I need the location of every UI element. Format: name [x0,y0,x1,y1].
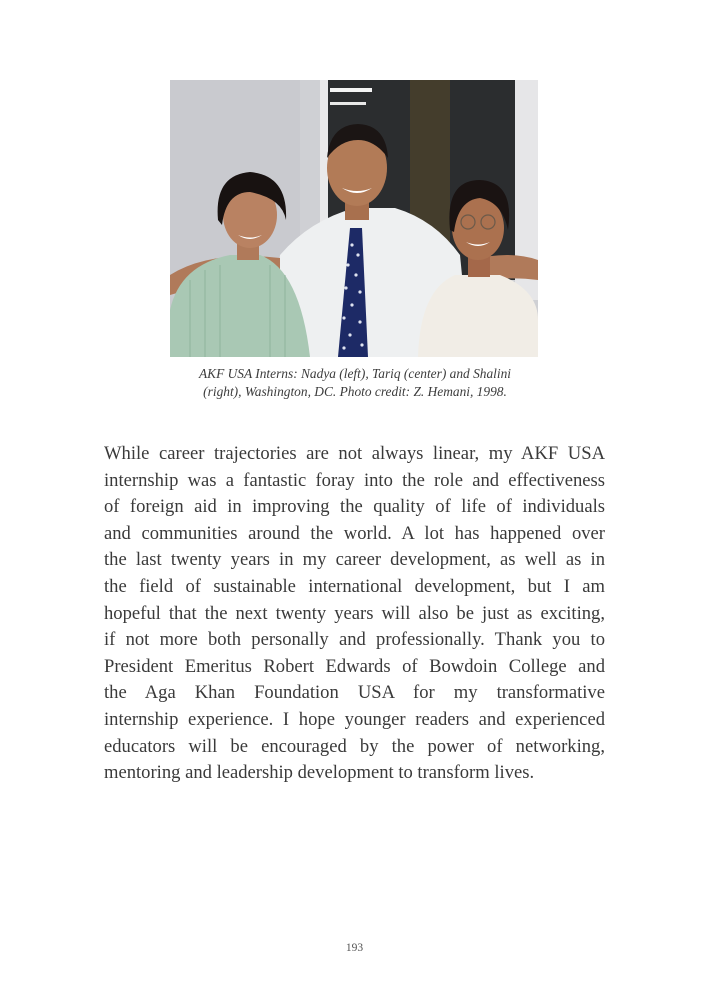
page-number: 193 [345,942,364,954]
paragraph-line: of foreign aid in improving the quality of life of individuals [104,496,605,518]
paragraph-line: and communities around the world. A lot has happened over [104,522,605,544]
paragraph-line: President Emeritus Robert Edwards of Bowdoin College and [104,655,605,677]
paragraph-line: While career trajectories are not always linear, my AKF USA [104,443,605,464]
photo-caption [150,365,560,401]
caption-line: (right), Washington, DC. Photo credit: Z. Hemani, 1998. [203,384,507,399]
paragraph-line: internship was a fantastic foray into the role and effectiveness [104,469,605,491]
paragraph-line: educators will be encouraged by the power of networking, [104,735,605,757]
paragraph-line: internship experience. I hope younger readers and experienced [104,708,605,730]
caption-line: AKF USA Interns: Nadya (left), Tariq (center) and Shalini [198,366,512,381]
body-paragraph [104,441,605,787]
paragraph-line: hopeful that the next twenty years will also be just as exciting, [104,602,605,624]
paragraph-line: mentoring and leadership development to transform lives. [104,762,535,784]
paragraph-line: if not more both personally and professionally. Thank you to [104,629,605,651]
interns-photo [170,80,538,357]
paragraph-line: the Aga Khan Foundation USA for my transformative [104,682,605,704]
paragraph-line: the field of sustainable international development, but I am [104,575,605,597]
paragraph-line: the last twenty years in my career development, as well as in [104,549,605,571]
